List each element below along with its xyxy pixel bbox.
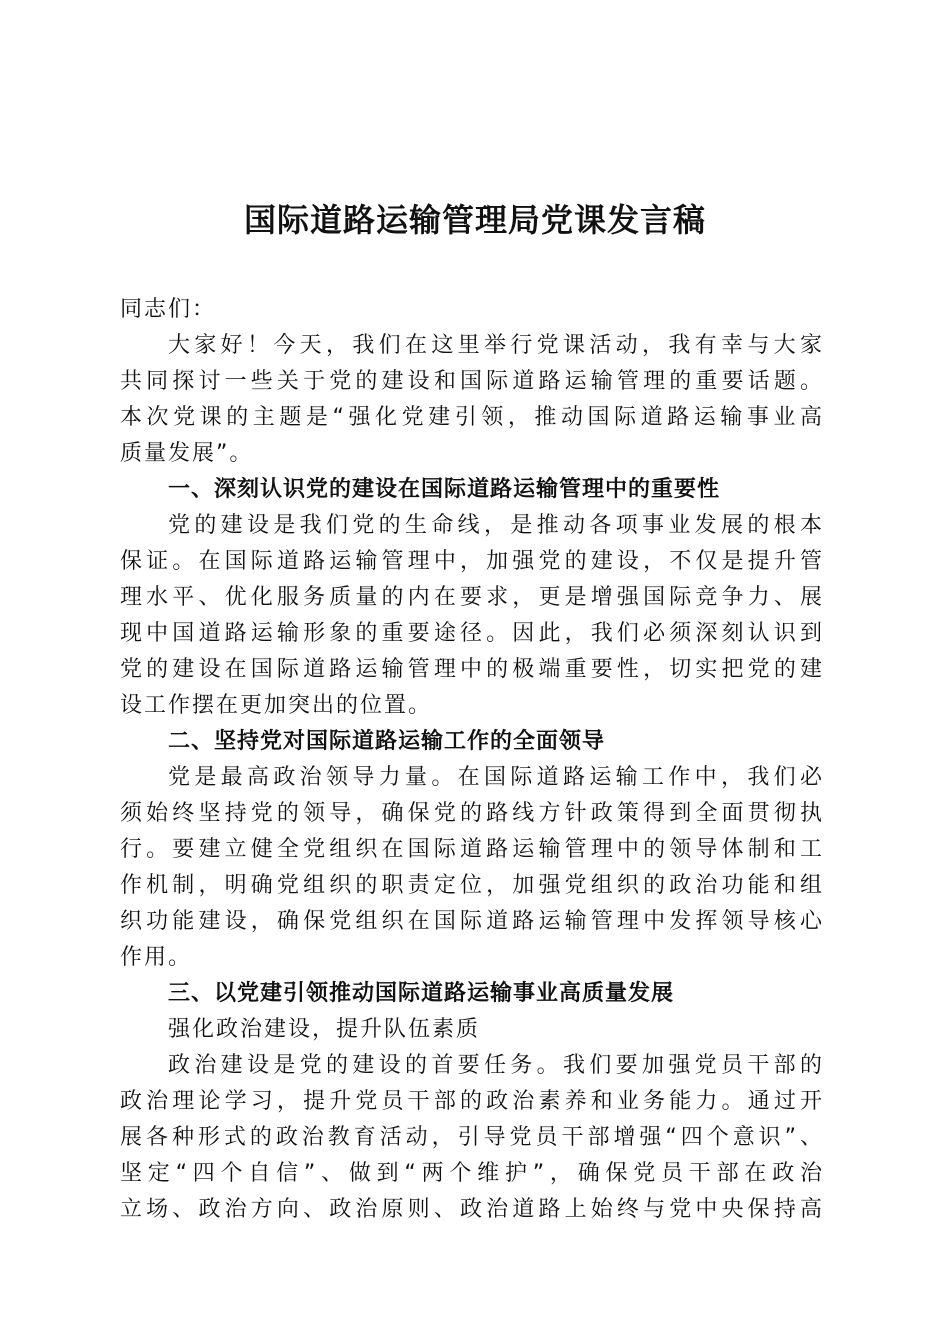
paragraph-line: 党的建设是我们党的生命线，是推动各项事业发展的根本 (168, 513, 824, 538)
paragraph-line: 作机制，明确党组织的职责定位，加强党组织的政治功能和组 (120, 873, 824, 898)
paragraph-line: 立场、政治方向、政治原则、政治道路上始终与党中央保持高 (120, 1197, 824, 1222)
paragraph-section-2 (120, 760, 824, 976)
paragraph-line: 须始终坚持党的领导，确保党的路线方针政策得到全面贯彻执 (120, 801, 824, 826)
paragraph-line: 设工作摆在更加突出的位置。 (120, 693, 433, 718)
greeting: 同志们： (120, 297, 217, 322)
subsection-heading: 强化政治建设，提升队伍素质 (168, 1017, 481, 1042)
paragraph-line: 大家好！今天，我们在这里举行党课活动，我有幸与大家 (168, 333, 824, 358)
document-title: 国际道路运输管理局党课发言稿 (243, 201, 706, 239)
paragraph-line: 党是最高政治领导力量。在国际道路运输工作中，我们必 (168, 765, 824, 790)
section-heading-3: 三、以党建引领推动国际道路运输事业高质量发展 (168, 981, 675, 1006)
paragraph-section-3 (120, 1048, 824, 1228)
section-heading-1: 一、深刻认识党的建设在国际道路运输管理中的重要性 (168, 477, 721, 502)
paragraph-line: 党的建设在国际道路运输管理中的极端重要性，切实把党的建 (120, 657, 824, 682)
document-body (120, 292, 824, 1228)
paragraph-section-1 (120, 508, 824, 724)
paragraph-line: 本次党课的主题是“强化党建引领，推动国际道路运输事业高 (120, 405, 824, 430)
paragraph-line: 行。要建立健全党组织在国际道路运输管理中的领导体制和工 (120, 837, 824, 862)
paragraph-line: 共同探讨一些关于党的建设和国际道路运输管理的重要话题。 (120, 369, 824, 394)
paragraph-line: 保证。在国际道路运输管理中，加强党的建设，不仅是提升管 (120, 549, 824, 574)
paragraph-line: 政治建设是党的建设的首要任务。我们要加强党员干部的 (168, 1053, 824, 1078)
paragraph-line: 现中国道路运输形象的重要途径。因此，我们必须深刻认识到 (120, 621, 824, 646)
paragraph-line: 质量发展”。 (120, 441, 254, 466)
paragraph-line: 织功能建设，确保党组织在国际道路运输管理中发挥领导核心 (120, 909, 824, 934)
paragraph-line: 展各种形式的政治教育活动，引导党员干部增强“四个意识”、 (120, 1125, 825, 1150)
paragraph-line: 理水平、优化服务质量的内在要求，更是增强国际竞争力、展 (120, 585, 824, 610)
section-heading-2: 二、坚持党对国际道路运输工作的全面领导 (168, 729, 606, 754)
paragraph-line: 作用。 (120, 945, 193, 970)
paragraph-intro (120, 328, 824, 472)
paragraph-line: 坚定“四个自信”、做到“两个维护”，确保党员干部在政治 (120, 1161, 824, 1186)
paragraph-line: 政治理论学习，提升党员干部的政治素养和业务能力。通过开 (120, 1089, 824, 1114)
